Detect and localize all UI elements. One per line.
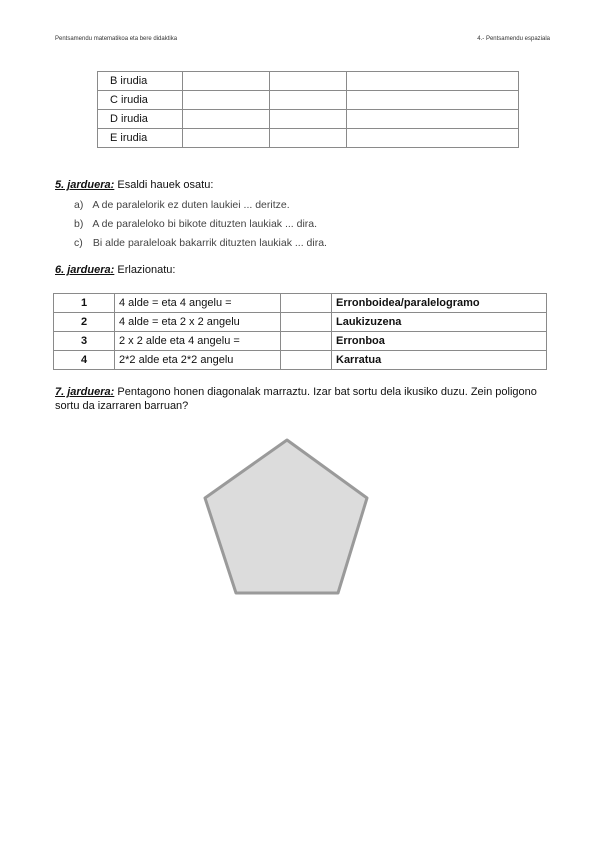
activity5-heading (55, 179, 213, 191)
row-label: C irudia (98, 91, 183, 110)
list-item (74, 199, 290, 211)
activity7-text (55, 385, 555, 413)
row-number: 2 (54, 313, 115, 332)
activity6-title: 6. jarduera: (55, 264, 115, 276)
activity7-instruction: Pentagono honen diagonalak marraztu. Izar bat sortu dela ikusiko duzu. Zein poligono sortu da izarraren barruan? (55, 386, 537, 412)
matching-table (53, 293, 547, 370)
activity5-title: 5. jarduera: (55, 179, 115, 191)
answer-cell[interactable] (347, 91, 519, 110)
pentagon-figure[interactable] (200, 430, 380, 600)
header-right: 4.- Pentsamendu espaziala (477, 36, 550, 42)
header-left: Pentsamendu matematikoa eta bere didaktika (55, 36, 178, 42)
row-label: D irudia (98, 110, 183, 129)
answer-cell[interactable] (281, 313, 332, 332)
item-label: b) (74, 218, 84, 230)
answer-cell[interactable] (183, 110, 270, 129)
item-label: a) (74, 199, 84, 211)
item-label: c) (74, 237, 83, 249)
row-number: 1 (54, 294, 115, 313)
row-result: Erronboidea/paralelogramo (332, 294, 547, 313)
row-label: B irudia (98, 72, 183, 91)
activity5-instruction: Esaldi hauek osatu: (117, 179, 214, 191)
answer-cell[interactable] (281, 332, 332, 351)
row-description: 2*2 alde eta 2*2 angelu (115, 351, 281, 370)
activity6-instruction: Erlazionatu: (117, 264, 176, 276)
figures-table (97, 71, 519, 148)
item-text: A de paraleloko bi bikote dituzten laukiak ... dira. (92, 218, 318, 230)
answer-cell[interactable] (183, 72, 270, 91)
pentagon-shape[interactable] (205, 440, 367, 593)
answer-cell[interactable] (270, 72, 347, 91)
list-item (74, 218, 317, 230)
table-row (98, 110, 519, 129)
table-row (98, 129, 519, 148)
row-label: E irudia (98, 129, 183, 148)
answer-cell[interactable] (347, 72, 519, 91)
answer-cell[interactable] (281, 294, 332, 313)
row-number: 4 (54, 351, 115, 370)
row-number: 3 (54, 332, 115, 351)
answer-cell[interactable] (347, 110, 519, 129)
answer-cell[interactable] (270, 129, 347, 148)
row-description: 4 alde = eta 2 x 2 angelu (115, 313, 281, 332)
table-row (54, 294, 547, 313)
table-row (54, 351, 547, 370)
table-row (54, 313, 547, 332)
item-text: Bi alde paraleloak bakarrik dituzten laukiak ... dira. (92, 237, 327, 249)
item-text: A de paralelorik ez duten laukiei ... deritze. (92, 199, 290, 211)
table-row (98, 72, 519, 91)
answer-cell[interactable] (270, 110, 347, 129)
table-row (54, 332, 547, 351)
row-description: 2 x 2 alde eta 4 angelu = (115, 332, 281, 351)
activity7-title: 7. jarduera: (55, 386, 115, 398)
table-row (98, 91, 519, 110)
row-description: 4 alde = eta 4 angelu = (115, 294, 281, 313)
answer-cell[interactable] (183, 129, 270, 148)
row-result: Erronboa (332, 332, 547, 351)
row-result: Karratua (332, 351, 547, 370)
answer-cell[interactable] (270, 91, 347, 110)
answer-cell[interactable] (347, 129, 519, 148)
answer-cell[interactable] (183, 91, 270, 110)
activity6-heading (55, 264, 175, 276)
row-result: Laukizuzena (332, 313, 547, 332)
list-item (74, 237, 327, 249)
answer-cell[interactable] (281, 351, 332, 370)
